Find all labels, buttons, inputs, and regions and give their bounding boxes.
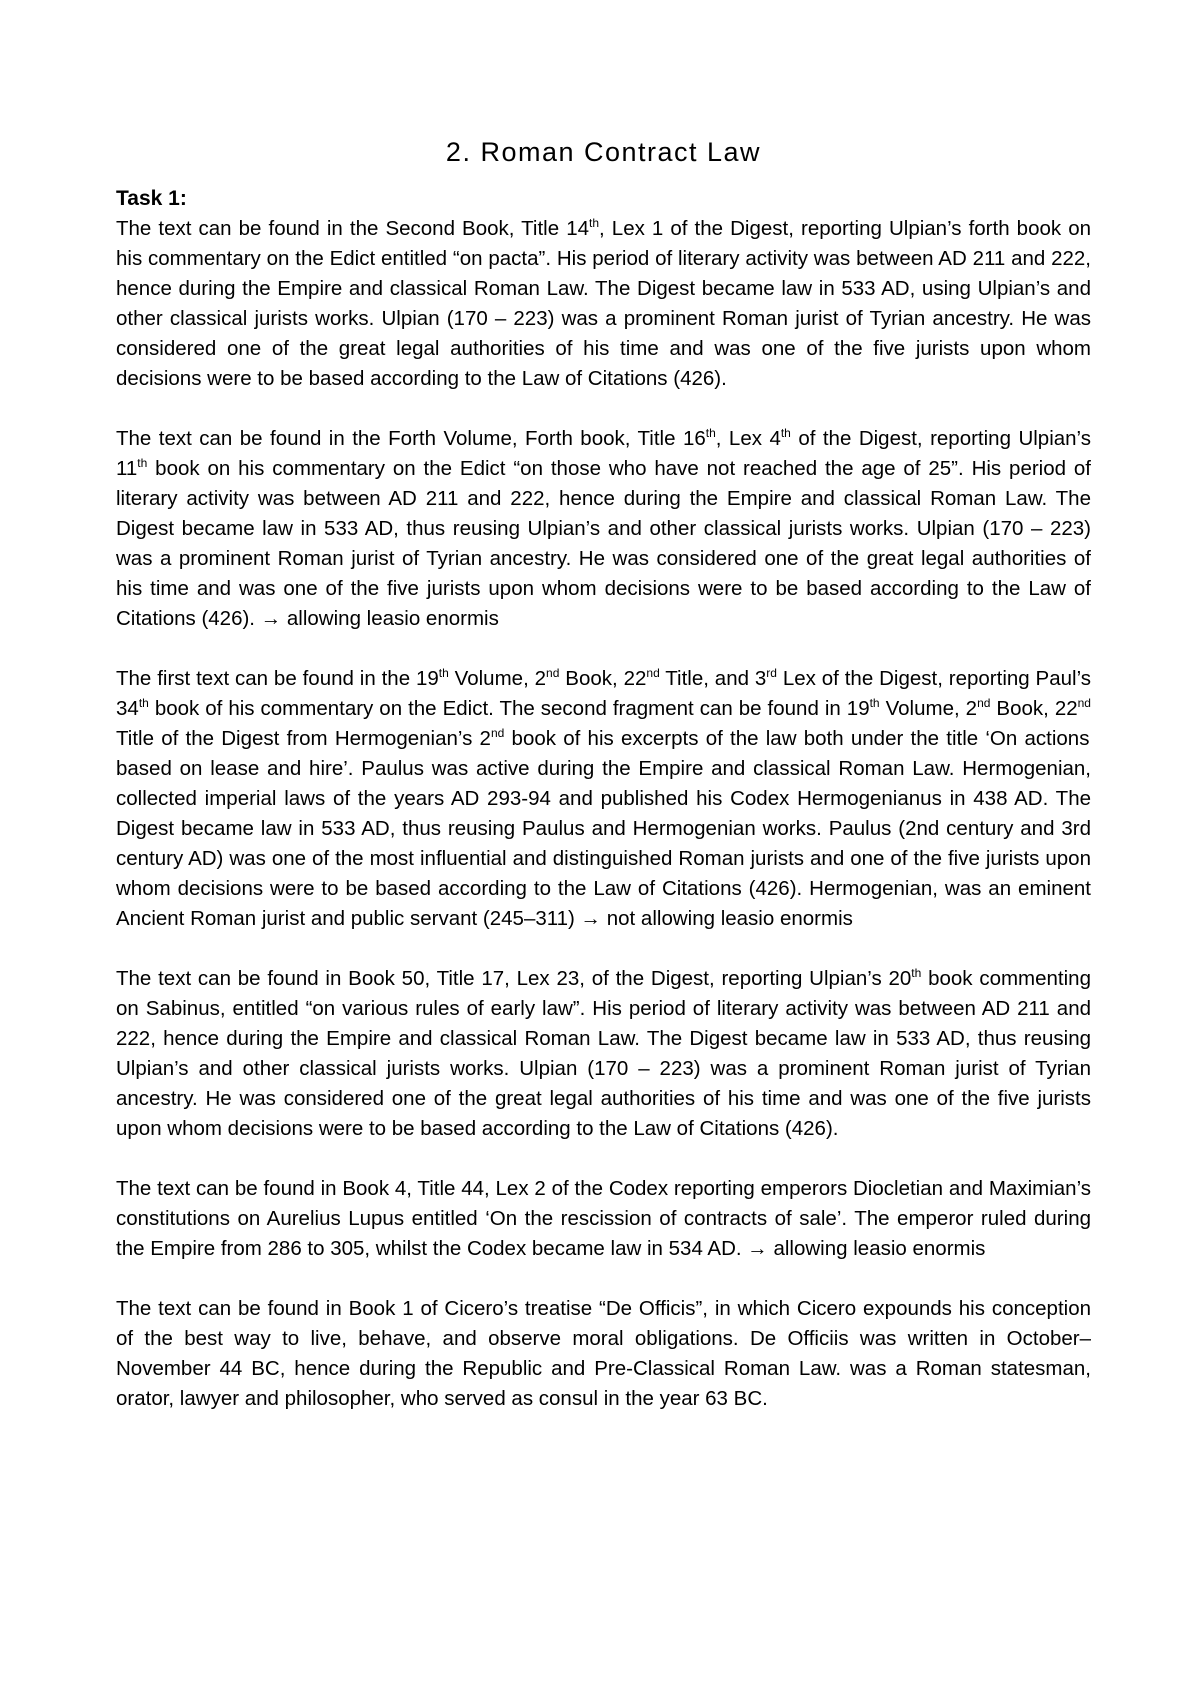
paragraph-2: The text can be found in the Forth Volume, Forth book, Title 16th, Lex 4th of the Digest, reporting Ulpian’s 11th book on his commentary on the Edict “on those who have not reached the age of 25”. His period of literary activity was between AD 211 and 222, hence during the Empire and classical Roman Law. The Digest became law in 533 AD, thus reusing Ulpian’s and other classical jurists works. Ulpian (170 – 223) was a prominent Roman jurist of Tyrian ancestry. He was considered one of the great legal authorities of his time and was one of the five jurists upon whom decisions were to be based according to the Law of Citations (426). → allowing leasio enormis — [116, 425, 1091, 630]
paragraph-4: The text can be found in Book 50, Title 17, Lex 23, of the Digest, reporting Ulpian’s 20th book commenting on Sabinus, entitled “on various rules of early law”. His period of literary activity was between AD 211 and 222, hence during the Empire and classical Roman Law. The Digest became law in 533 AD, thus reusing Ulpian’s and other classical jurists works. Ulpian (170 – 223) was a prominent Roman jurist of Tyrian ancestry. He was considered one of the great legal authorities of his time and was one of the five jurists upon whom decisions were to be based according to the Law of Citations (426). — [116, 965, 1091, 1140]
paragraph-5: The text can be found in Book 4, Title 44, Lex 2 of the Codex reporting emperors Diocletian and Maximian’s constitutions on Aurelius Lupus entitled ‘On the rescission of contracts of sale’. The emperor ruled during the Empire from 286 to 305, whilst the Codex became law in 534 AD. → allowing leasio enormis — [116, 1176, 1091, 1260]
paragraph-3: The first text can be found in the 19th Volume, 2nd Book, 22nd Title, and 3rd Lex of the Digest, reporting Paul’s 34th book of his commentary on the Edict. The second fragment can be found in 19th Volume, 2nd Book, 22nd Title of the Digest from Hermogenian’s 2nd book of his excerpts of the law both under the title ‘On actions based on lease and hire’. Paulus was active during the Empire and classical Roman Law. Hermogenian, collected imperial laws of the years AD 293-94 and published his Codex Hermogenianus in 438 AD. The Digest became law in 533 AD, thus reusing Paulus and Hermogenian works. Paulus (2nd century and 3rd century AD) was one of the most influential and distinguished Roman jurists and one of the five jurists upon whom decisions were to be based according to the Law of Citations (426). Hermogenian, was an eminent Ancient Roman jurist and public servant (245–311) → not allowing leasio enormis — [116, 665, 1092, 930]
document-page — [116, 138, 1091, 1444]
paragraph-6: The text can be found in Book 1 of Cicero’s treatise “De Officis”, in which Cicero expounds his conception of the best way to live, behave, and observe moral obligations. De Officiis was written in October–November 44 BC, hence during the Republic and Pre-Classical Roman Law. was a Roman statesman, orator, lawyer and philosopher, who served as consul in the year 63 BC. — [116, 1296, 1091, 1410]
paragraph-1: The text can be found in the Second Book, Title 14th, Lex 1 of the Digest, reporting Ulpian’s forth book on his commentary on the Edict entitled “on pacta”. His period of literary activity was between AD 211 and 222, hence during the Empire and classical Roman Law. The Digest became law in 533 AD, using Ulpian’s and other classical jurists works. Ulpian (170 – 223) was a prominent Roman jurist of Tyrian ancestry. He was considered one of the great legal authorities of his time and was one of the five jurists upon whom decisions were to be based according to the Law of Citations (426). — [116, 215, 1091, 390]
document-title: 2. Roman Contract Law — [445, 137, 762, 167]
task-label: Task 1: — [116, 186, 187, 210]
